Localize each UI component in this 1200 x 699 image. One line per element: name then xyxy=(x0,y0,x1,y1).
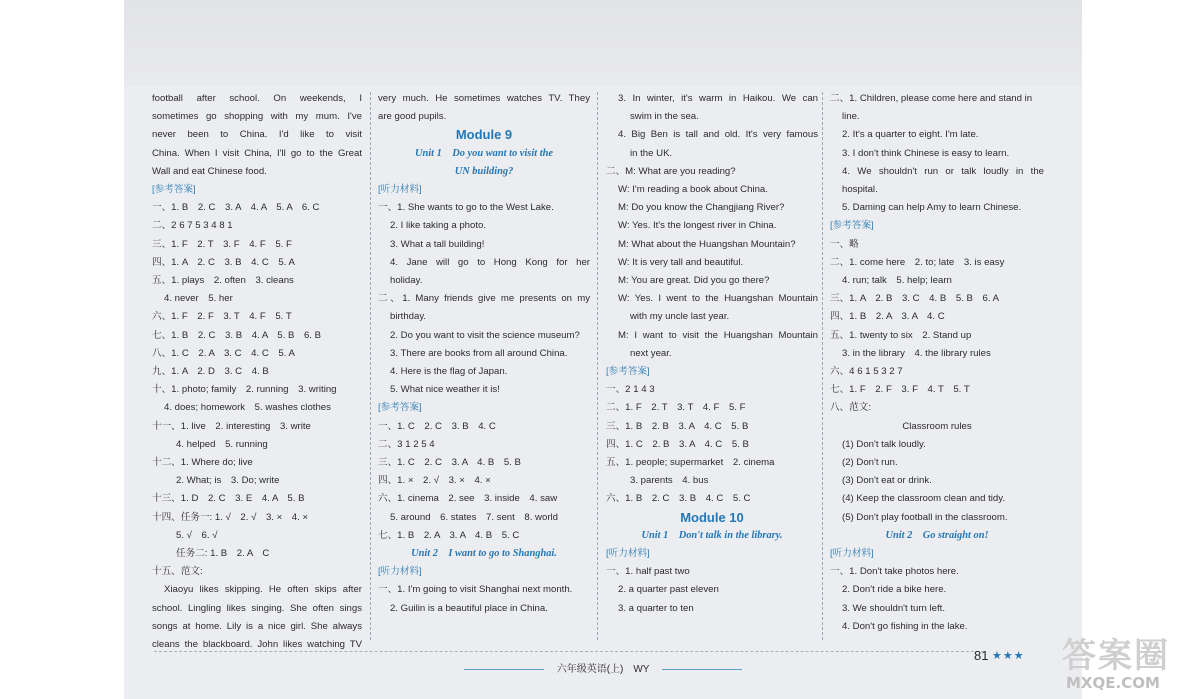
text-line: 五、1. people; supermarket 2. cinema xyxy=(606,457,775,468)
text-line: 4. Big Ben is tall and old. It's very famous xyxy=(618,129,818,141)
text-line: 4. Don't go fishing in the lake. xyxy=(842,620,968,632)
text-line: 一、1. B 2. C 3. A 4. A 5. A 6. C xyxy=(152,202,320,214)
column-divider xyxy=(370,92,371,640)
unit-heading: Unit 1 Don't talk in the library. xyxy=(641,529,783,541)
section-label: [听力材料] xyxy=(830,548,874,560)
text-line: 2. Guilin is a beautiful place in China. xyxy=(390,602,548,614)
text-line: China. When I visit China, I'll go to the Great xyxy=(152,147,362,159)
text-line: 4. Jane will go to Hong Kong for her xyxy=(390,256,590,268)
section-label: [参考答案] xyxy=(152,183,196,195)
text-line: W: Yes. I went to the Huangshan Mountain xyxy=(618,293,818,305)
unit-heading: Unit 2 I want to go to Shanghai. xyxy=(411,548,557,560)
text-line: (5) Don't play football in the classroom. xyxy=(842,511,1008,523)
text-line: 4. does; homework 5. washes clothes xyxy=(164,402,331,414)
text-line: holiday. xyxy=(390,275,423,286)
text-line: 3. I don't think Chinese is easy to learn. xyxy=(842,147,1010,159)
text-line: football after school. On weekends, I xyxy=(152,93,362,104)
text-line: 3. There are books from all around China. xyxy=(390,347,568,359)
column-4 xyxy=(830,90,1044,636)
text-line: 七、1. B 2. C 3. B 4. A 5. B 6. B xyxy=(152,329,322,341)
section-label: [参考答案] xyxy=(378,402,422,414)
section-label: [听力材料] xyxy=(606,548,650,560)
text-line: 一、1. I'm going to visit Shanghai next month. xyxy=(378,584,573,596)
text-line: 十二、1. Where do; live xyxy=(152,457,253,468)
text-line: 六、1. F 2. F 3. T 4. F 5. T xyxy=(152,311,292,323)
text-line: W: It is very tall and beautiful. xyxy=(618,256,744,268)
text-line: with my uncle last year. xyxy=(630,311,730,323)
text-line: 十四、任务一: 1. √ 2. √ 3. × 4. × xyxy=(152,511,309,523)
text-line: 四、1. A 2. C 3. B 4. C 5. A xyxy=(152,256,295,268)
text-line: next year. xyxy=(630,347,672,359)
text-line: 二、1. F 2. T 3. T 4. F 5. F xyxy=(606,402,746,414)
text-line: 十三、1. D 2. C 3. E 4. A 5. B xyxy=(152,493,305,505)
text-line: 4. helped 5. running xyxy=(176,438,268,450)
text-line: 五、1. plays 2. often 3. cleans xyxy=(152,274,294,286)
text-line: 4. never 5. her xyxy=(164,293,233,305)
text-line: swim in the sea. xyxy=(630,111,699,123)
footer xyxy=(124,660,1082,675)
text-line: 2. What; is 3. Do; write xyxy=(176,475,280,487)
text-line: 5. √ 6. √ xyxy=(176,529,218,541)
text-line: 3. a quarter to ten xyxy=(618,602,694,614)
text-line: M: What about the Huangshan Mountain? xyxy=(618,238,796,250)
text-line: 二、1. Many friends give me presents on my xyxy=(378,293,590,305)
column-divider xyxy=(597,92,598,640)
text-line: 六、4 6 1 5 3 2 7 xyxy=(830,366,903,378)
text-line: 2. Do you want to visit the science museum? xyxy=(390,329,580,341)
watermark xyxy=(1062,628,1198,698)
text-line: 3. parents 4. bus xyxy=(630,475,709,487)
text-line: 3. We shouldn't turn left. xyxy=(842,602,945,614)
text-line: W: I'm reading a book about China. xyxy=(618,183,768,195)
text-line: 九、1. A 2. D 3. C 4. B xyxy=(152,365,269,377)
column-3 xyxy=(606,90,818,618)
text-line: line. xyxy=(842,111,860,123)
text-line: hospital. xyxy=(842,184,878,195)
text-line: 3. What a tall building! xyxy=(390,238,485,250)
text-line: 四、1. B 2. A 3. A 4. C xyxy=(830,311,945,323)
difficulty-stars: ★★★ xyxy=(992,650,1025,662)
text-line: 二、M: What are you reading? xyxy=(606,165,736,177)
text-line: sometimes go shopping with my mum. I've xyxy=(152,111,362,123)
text-line: songs at home. Lily is a nice girl. She always xyxy=(152,620,362,632)
text-line: 七、1. F 2. F 3. F 4. T 5. T xyxy=(830,384,970,396)
text-line: (2) Don't run. xyxy=(842,457,898,469)
text-line: 二、3 1 2 5 4 xyxy=(378,438,435,450)
text-line: cleans the blackboard. John likes watching TV xyxy=(152,638,362,650)
text-line: 二、1. Children, please come here and stand in xyxy=(830,93,1033,104)
text-line: 二、1. come here 2. to; late 3. is easy xyxy=(830,256,1005,268)
text-line: 一、1. C 2. C 3. B 4. C xyxy=(378,420,496,432)
text-line: birthday. xyxy=(390,311,427,323)
text-line: W: Yes. It's the longest river in China. xyxy=(618,220,777,232)
text-line: 三、1. C 2. C 3. A 4. B 5. B xyxy=(378,457,521,469)
text-line: school. Lingling likes singing. She often sings xyxy=(152,602,362,614)
text-line: 十一、1. live 2. interesting 3. write xyxy=(152,420,311,432)
footer-divider xyxy=(154,651,984,652)
watermark-url: MXQE.COM xyxy=(1066,674,1160,692)
text-line: 4. Here is the flag of Japan. xyxy=(390,366,508,377)
text-line: 5. around 6. states 7. sent 8. world xyxy=(390,511,558,523)
text-line: 一、2 1 4 3 xyxy=(606,384,655,396)
text-line: 三、1. A 2. B 3. C 4. B 5. B 6. A xyxy=(830,293,1000,305)
text-line: M: I want to visit the Huangshan Mountain xyxy=(618,329,818,341)
page-top-margin xyxy=(124,0,1082,86)
text-line: 八、1. C 2. A 3. C 4. C 5. A xyxy=(152,347,295,359)
text-line: 二、2 6 7 5 3 4 8 1 xyxy=(152,220,233,232)
text-line: 五、1. twenty to six 2. Stand up xyxy=(830,329,972,341)
column-2 xyxy=(378,90,590,618)
text-line: 2. I like taking a photo. xyxy=(390,220,486,232)
text-line: Wall and eat Chinese food. xyxy=(152,165,267,177)
text-line: M: You are great. Did you go there? xyxy=(618,275,770,286)
text-line: (1) Don't talk loudly. xyxy=(842,438,926,450)
text-line: 八、范文: xyxy=(830,402,872,414)
section-label: [听力材料] xyxy=(378,566,422,578)
text-line: M: Do you know the Changjiang River? xyxy=(618,202,785,214)
footer-rule-left xyxy=(464,669,544,670)
text-line: 一、1. She wants to go to the West Lake. xyxy=(378,202,554,214)
text-line: 5. What nice weather it is! xyxy=(390,384,500,396)
section-label: [听力材料] xyxy=(378,184,422,195)
column-divider xyxy=(822,92,823,640)
text-line: 一、1. half past two xyxy=(606,566,690,578)
text-line: 5. Daming can help Amy to learn Chinese. xyxy=(842,202,1022,214)
footer-rule-right xyxy=(662,669,742,670)
text-line: 3. In winter, it's warm in Haikou. We can xyxy=(618,93,818,104)
footer-book-title: 六年级英语(上) WY xyxy=(556,664,650,675)
text-line: 六、1. B 2. C 3. B 4. C 5. C xyxy=(606,493,751,505)
text-line: 三、1. B 2. B 3. A 4. C 5. B xyxy=(606,420,749,432)
unit-heading: Unit 1 Do you want to visit the xyxy=(415,147,553,159)
text-line: 十、1. photo; family 2. running 3. writing xyxy=(152,384,337,396)
module-heading: Module 9 xyxy=(455,127,513,143)
text-line: 四、1. × 2. √ 3. × 4. × xyxy=(378,475,491,487)
book-page xyxy=(124,0,1082,699)
section-label: [参考答案] xyxy=(606,365,650,377)
text-line: (4) Keep the classroom clean and tidy. xyxy=(842,493,1005,505)
page-number: 81 xyxy=(974,648,989,663)
text-line: 六、1. cinema 2. see 3. inside 4. saw xyxy=(378,493,558,505)
text-line: 一、1. Don't take photos here. xyxy=(830,566,959,578)
text-line: 3. in the library 4. the library rules xyxy=(842,347,991,359)
text-line: 2. a quarter past eleven xyxy=(618,584,719,596)
text-line: (3) Don't eat or drink. xyxy=(842,475,932,487)
module-heading: Module 10 xyxy=(680,509,744,525)
text-line: are good pupils. xyxy=(378,111,447,123)
text-line: 一、略 xyxy=(830,238,859,250)
text-line: very much. He sometimes watches TV. They xyxy=(378,93,590,104)
text-line: 七、1. B 2. A 3. A 4. B 5. C xyxy=(378,529,520,541)
column-1 xyxy=(152,90,362,654)
text-line: 四、1. C 2. B 3. A 4. C 5. B xyxy=(606,438,749,450)
section-label: [参考答案] xyxy=(830,220,874,232)
text-line: 任务二: 1. B 2. A C xyxy=(176,548,270,560)
text-line: 2. Don't ride a bike here. xyxy=(842,584,947,596)
text-line: Classroom rules xyxy=(902,420,972,432)
text-line: 三、1. F 2. T 3. F 4. F 5. F xyxy=(152,238,292,250)
text-line: 4. We shouldn't run or talk loudly in the xyxy=(842,165,1044,177)
text-line: Xiaoyu likes skipping. He often skips after xyxy=(164,584,362,596)
unit-heading: UN building? xyxy=(454,165,514,177)
text-line: 2. It's a quarter to eight. I'm late. xyxy=(842,129,979,141)
text-line: never been to China. I'd like to visit xyxy=(152,129,362,141)
watermark-logo: 答案圈 xyxy=(1062,636,1170,676)
text-line: 4. run; talk 5. help; learn xyxy=(842,275,952,287)
text-line: in the UK. xyxy=(630,147,673,159)
text-line: 十五、范文: xyxy=(152,566,203,578)
unit-heading: Unit 2 Go straight on! xyxy=(885,529,989,541)
